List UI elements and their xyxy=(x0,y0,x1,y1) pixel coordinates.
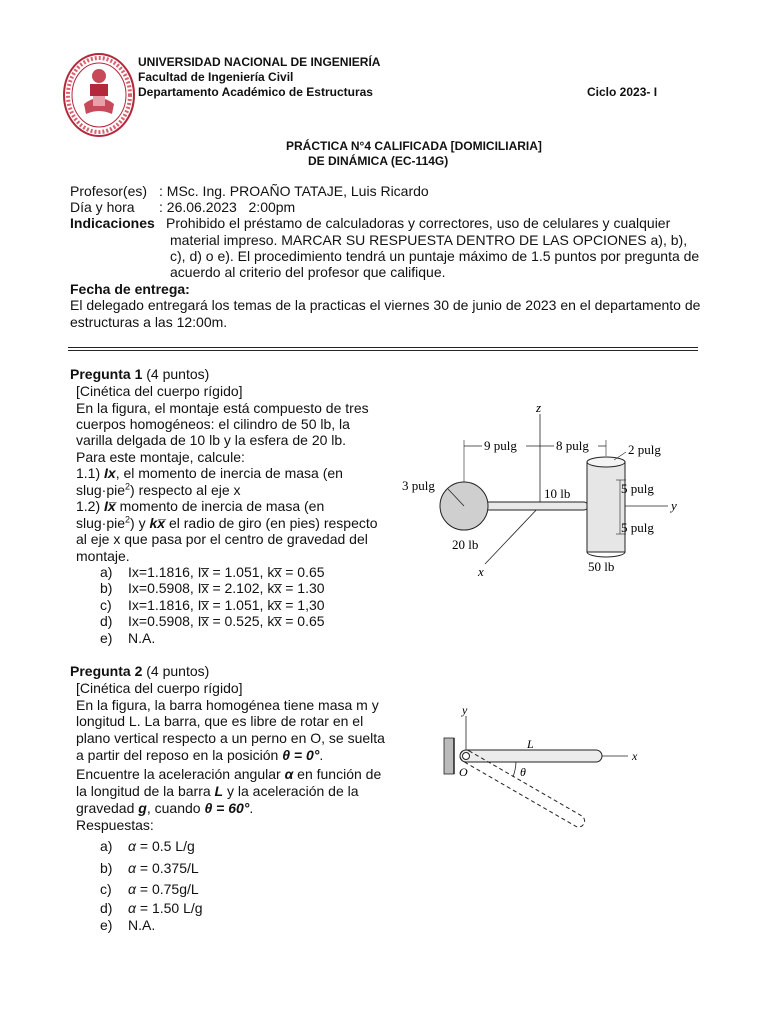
dim-3pulg: 3 pulg xyxy=(402,478,435,493)
cycle: Ciclo 2023- I xyxy=(587,85,658,99)
q2-l7-a: gravedad xyxy=(76,800,139,816)
length-label: L xyxy=(527,737,534,751)
fecha-label: Día y hora xyxy=(70,199,135,215)
q1-unit2-d: el radio de giro (en pies) respecto xyxy=(165,515,378,531)
q2-title: Pregunta 2 xyxy=(70,663,143,679)
option-label: e) xyxy=(100,630,113,646)
q1-item-1-2-text: momento de inercia de masa (en xyxy=(115,498,325,514)
faculty-name: Facultad de Ingeniería Civil xyxy=(138,70,294,84)
q1-unit2-b: ) y xyxy=(130,515,150,531)
q1-option-c xyxy=(100,597,325,614)
profesor-value: : MSc. Ing. PROAÑO TATAJE, Luis Ricardo xyxy=(159,183,429,199)
indicaciones-line-2: material impreso. MARCAR SU RESPUESTA DENTRO DE LAS OPCIONES a), b), xyxy=(170,232,688,248)
dim-8pulg: 8 pulg xyxy=(556,438,589,453)
theta-arc xyxy=(513,762,516,777)
pin-label: O xyxy=(459,765,468,779)
q1-unit-sup: 2 xyxy=(125,481,131,492)
q2-statement-4 xyxy=(76,747,323,764)
q2-option-c xyxy=(100,881,199,898)
q1-ix-symbol: Ix xyxy=(104,465,116,481)
profesor-label: Profesor(es) xyxy=(70,183,148,199)
q1-statement-2: cuerpos homogéneos: el cilindro de 50 lb, la xyxy=(76,416,350,432)
option-text: Ix=0.5908, Ix̅ = 2.102, kx̅ = 1.30 xyxy=(128,580,325,596)
z-axis-label: z xyxy=(536,400,542,415)
option-alpha: α xyxy=(128,900,136,916)
option-text: Ix=1.1816, Ix̅ = 1.051, kx̅ = 1,30 xyxy=(128,597,325,613)
page-title: PRÁCTICA N°4 CALIFICADA [DOMICILIARIA] xyxy=(286,139,542,153)
university-name: UNIVERSIDAD NACIONAL DE INGENIERÍA xyxy=(138,55,381,69)
x-axis-label: x xyxy=(478,564,484,579)
q2-option-b xyxy=(100,860,199,877)
option-label: d) xyxy=(100,613,113,629)
q1-ixbar-symbol: Ix̅ xyxy=(104,498,116,514)
q2-theta-zero: θ = 0° xyxy=(282,747,320,763)
q1-unit2-sup: 2 xyxy=(125,514,131,525)
dim-2pulg: 2 pulg xyxy=(628,442,661,457)
q1-option-d xyxy=(100,613,325,630)
option-label: b) xyxy=(100,580,113,596)
dim-5pulg-lower: 5 pulg xyxy=(621,520,654,535)
q1-item-1-1-num: 1.1) xyxy=(76,465,105,481)
q2-heading xyxy=(70,663,209,680)
q2-statement-6 xyxy=(76,783,359,800)
q2-topic: [Cinética del cuerpo rígido] xyxy=(76,680,243,696)
q1-kxbar-symbol: kx̅ xyxy=(149,515,166,531)
q1-statement-1: En la figura, el montaje está compuesto de tres xyxy=(76,400,369,416)
q2-theta-60: θ = 60° xyxy=(204,800,250,816)
q1-figure xyxy=(390,396,710,582)
q1-unit-b: ) respecto al eje x xyxy=(130,482,241,498)
course-code: EC-114G xyxy=(394,154,445,168)
cylinder-body xyxy=(587,462,625,552)
q2-l7-e: . xyxy=(249,800,254,816)
q2-option-d xyxy=(100,900,203,917)
q1-heading xyxy=(70,366,209,383)
option-alpha: α xyxy=(128,838,136,854)
q2-statement-3: plano vertical respecto a un perno en O, se suelta xyxy=(76,730,385,746)
page-subtitle xyxy=(308,154,448,169)
q1-option-e xyxy=(100,630,155,647)
option-label: d) xyxy=(100,900,113,916)
y-axis-label: y xyxy=(671,498,677,513)
option-text: N.A. xyxy=(128,630,156,646)
indicaciones-line-3: c), d) o e). El procedimiento tendrá un puntaje máximo de 1.5 puntos por pregunta de xyxy=(170,248,700,264)
q2-l4-c: . xyxy=(319,747,324,763)
option-text: = 0.5 L/g xyxy=(135,838,195,854)
q2-l6-a: la longitud de la barra xyxy=(76,783,215,799)
weight-50lb: 50 lb xyxy=(588,559,615,574)
dim-5pulg-upper: 5 pulg xyxy=(621,481,654,496)
indicaciones-line-1: Prohibido el préstamo de calculadoras y correctores, uso de celulares y cualquier xyxy=(166,215,671,231)
entrega-line-1: El delegado entregará los temas de la practicas el viernes 30 de junio de 2023 en el departamento de xyxy=(70,297,701,313)
pin xyxy=(463,753,470,760)
rod xyxy=(484,502,588,510)
q2-figure xyxy=(440,700,680,840)
option-alpha: α xyxy=(128,881,136,897)
q1-unit-a: slug·pie xyxy=(76,482,126,498)
y-axis-label: y xyxy=(462,703,468,717)
q1-item-1-2-unit xyxy=(76,515,378,532)
q1-topic: [Cinética del cuerpo rígido] xyxy=(76,383,243,399)
q1-statement-3: varilla delgada de 10 lb y la esfera de 20 lb. xyxy=(76,432,347,448)
option-text: N.A. xyxy=(128,917,156,933)
q2-alpha-symbol: α xyxy=(284,766,294,782)
option-text: = 0.375/L xyxy=(135,860,199,876)
option-label: a) xyxy=(100,838,113,854)
q2-option-a xyxy=(100,838,195,855)
q1-item-1-2 xyxy=(76,498,378,515)
weight-20lb: 20 lb xyxy=(452,537,479,552)
bar xyxy=(460,750,602,762)
q1-item-1-1-unit xyxy=(76,482,241,499)
option-label: e) xyxy=(100,917,113,933)
department-name: Departamento Académico de Estructuras xyxy=(138,85,373,99)
q1-title: Pregunta 1 xyxy=(70,366,143,382)
q2-l4-a: a partir del reposo en la posición xyxy=(76,747,283,763)
dim-9pulg: 9 pulg xyxy=(484,438,517,453)
wall xyxy=(444,738,454,774)
option-text: Ix=1.1816, Ix̅ = 1.051, kx̅ = 0.65 xyxy=(128,564,325,580)
q2-statement-8: Respuestas: xyxy=(76,817,154,833)
q1-item-1-1 xyxy=(76,465,378,482)
q2-statement-1: En la figura, la barra homogénea tiene masa m y xyxy=(76,697,379,713)
section-divider xyxy=(68,347,698,351)
option-alpha: α xyxy=(128,860,136,876)
q2-option-e xyxy=(100,917,155,934)
option-label: c) xyxy=(100,881,112,897)
x-axis-label: x xyxy=(632,749,638,763)
q1-statement-4: Para este montaje, calcule: xyxy=(76,449,245,465)
q2-statement-5 xyxy=(76,766,381,783)
q2-l6-c: y la aceleración de la xyxy=(223,783,359,799)
indicaciones-label: Indicaciones xyxy=(70,215,155,231)
q2-statement-2: longitud L. La barra, que es libre de rotar en el xyxy=(76,713,364,729)
q2-g-symbol: g xyxy=(138,800,147,816)
q2-l7-c: , cuando xyxy=(146,800,205,816)
indicaciones-line-4: acuerdo al criterio del profesor que califique. xyxy=(170,264,446,280)
weight-10lb: 10 lb xyxy=(544,486,571,501)
q2-l5-a: Encuentre la aceleración angular xyxy=(76,766,285,782)
subtitle-part-3: ) xyxy=(444,154,449,168)
q1-option-b xyxy=(100,580,325,597)
entrega-line-2: estructuras a las 12:00m. xyxy=(70,314,228,330)
q2-L-symbol: L xyxy=(214,783,224,799)
x-axis xyxy=(485,506,540,564)
cylinder-top xyxy=(587,457,625,467)
option-label: c) xyxy=(100,597,112,613)
option-label: a) xyxy=(100,564,113,580)
q1-item-1-2-num: 1.2) xyxy=(76,498,105,514)
option-text: = 0.75g/L xyxy=(135,881,199,897)
q1-option-a xyxy=(100,564,325,581)
q1-unit2-a: slug·pie xyxy=(76,515,126,531)
q2-points: (4 puntos) xyxy=(142,663,210,679)
q1-statement-10: montaje. xyxy=(76,548,130,564)
university-seal xyxy=(62,52,136,138)
theta-label: θ xyxy=(520,765,526,779)
cylinder-bottom xyxy=(587,552,625,557)
q1-statement-9: al eje x que pasa por el centro de gravedad del xyxy=(76,531,368,547)
q1-item-1-1-text: , el momento de inercia de masa (en xyxy=(115,465,343,481)
option-text: = 1.50 L/g xyxy=(135,900,203,916)
fecha-value: : 26.06.2023 2:00pm xyxy=(159,199,296,215)
q2-l5-c: en función de xyxy=(293,766,382,782)
subtitle-part-1: DE DINÁMICA ( xyxy=(308,154,395,168)
option-text: Ix=0.5908, Ix̅ = 0.525, kx̅ = 0.65 xyxy=(128,613,325,629)
q2-statement-7 xyxy=(76,800,253,817)
option-label: b) xyxy=(100,860,113,876)
entrega-label: Fecha de entrega: xyxy=(70,281,190,297)
q1-points: (4 puntos) xyxy=(142,366,210,382)
